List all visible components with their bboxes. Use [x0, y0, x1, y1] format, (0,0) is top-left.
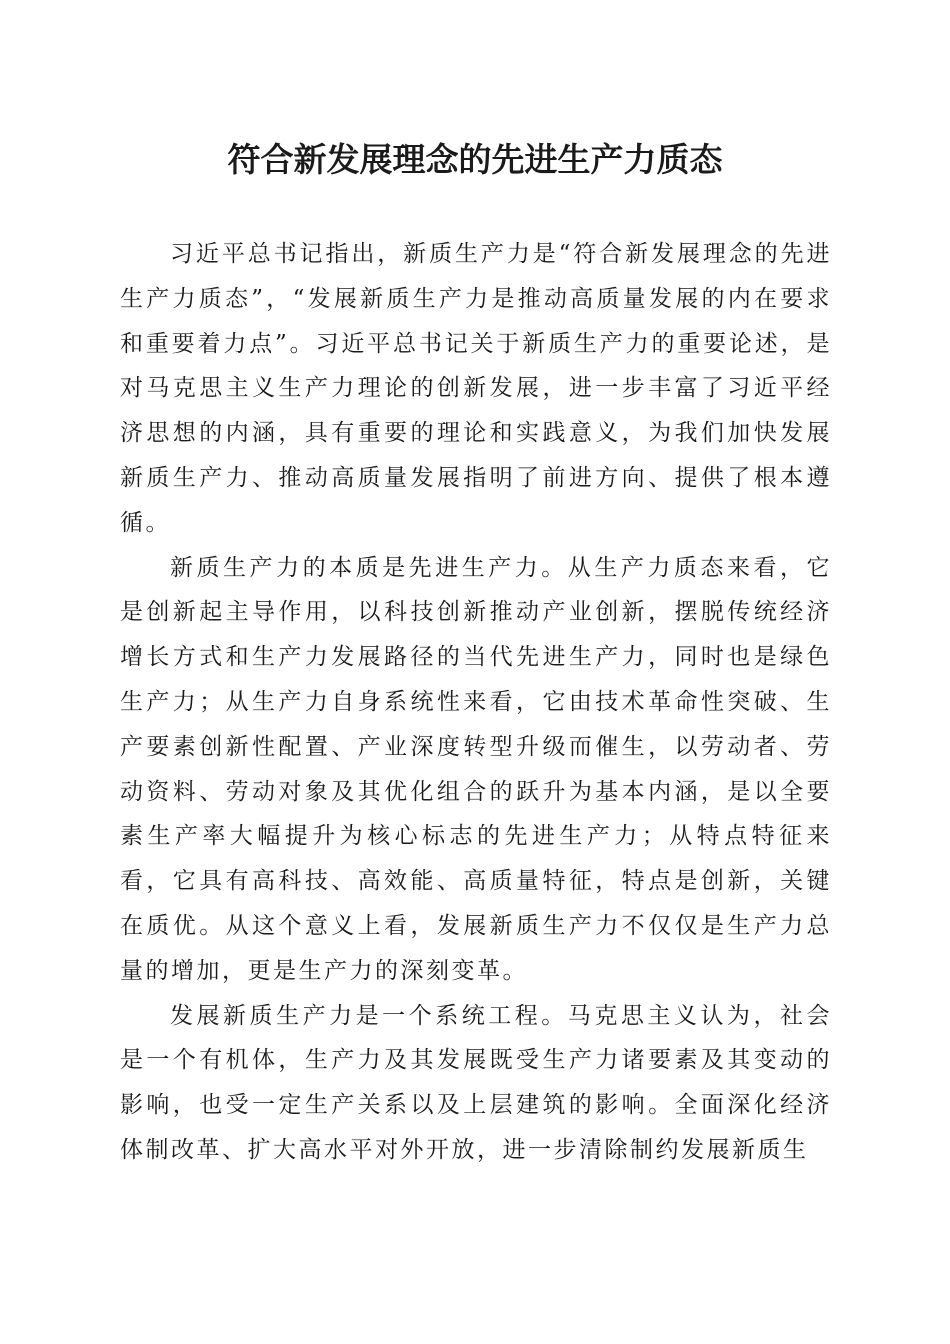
paragraph-2: 新质生产力的本质是先进生产力。从生产力质态来看，它是创新起主导作用，以科技创新推动产业创新，摆脱传统经济增长方式和生产力发展路径的当代先进生产力，同时也是绿色生产力；从生产力自身系统性来看，它由技术革命性突破、生产要素创新性配置、产业深度转型升级而催生，以劳动者、劳动资料、劳动对象及其优化组合的跃升为基本内涵，是以全要素生产率大幅提升为核心标志的先进生产力；从特点特征来看，它具有高科技、高效能、高质量特征，特点是创新，关键在质优。从这个意义上看，发展新质生产力不仅仅是生产力总量的增加，更是生产力的深刻变革。 [120, 554, 832, 984]
paragraph-3: 发展新质生产力是一个系统工程。马克思主义认为，社会是一个有机体，生产力及其发展既受生产力诸要素及其变动的影响，也受一定生产关系以及上层建筑的影响。全面深化经济体制改革、扩大高水平对外开放，进一步清除制约发展新质生 [120, 1002, 832, 1163]
document-title: 符合新发展理念的先进生产力质态 [227, 140, 723, 179]
paragraph-1: 习近平总书记指出，新质生产力是“符合新发展理念的先进生产力质态”，“发展新质生产力是推动高质量发展的内在要求和重要着力点”。习近平总书记关于新质生产力的重要论述，是对马克思主义生产力理论的创新发展，进一步丰富了习近平经济思想的内涵，具有重要的理论和实践意义，为我们加快发展新质生产力、推动高质量发展指明了前进方向、提供了根本遵循。 [120, 241, 832, 536]
document-body [120, 232, 832, 1173]
